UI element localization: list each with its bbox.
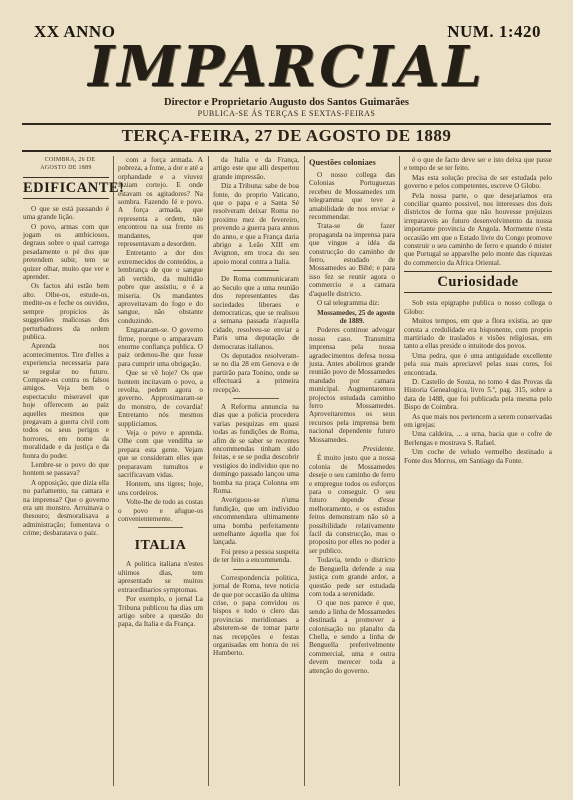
paragraph: O tal telegramma diz: (317, 299, 380, 308)
masthead-rule-top (22, 123, 551, 125)
telegram-signature: Presidente. (362, 445, 395, 453)
masthead-rule-bottom (22, 150, 551, 152)
column-2 (118, 156, 203, 786)
paragraph: Muitos tempos, em que a flora existia, ao que consta a credulidade era bisponente, com proprio martiriado de traslados e visões religiosas, em tanto a ellas preside o intuitode dos povos. (404, 317, 552, 351)
paragraph: Por exemplo, o jornal La Tribuna publicou ha dias um artigo sobre a questão do papa, da Italia e da França. (118, 595, 203, 629)
paragraph: Aprenda nos acontecimentos. Tire d'elles a experiencia necessaria para se regular no futuro. Compare-os contra os falsos amigos. Veja bem o espectaculo miseravel que hoje offerecem ao paiz aquelles mesmos que pregavam a guerra civil com todos os seus perigos e horrores, em nome da moralidade e da justiça e da honra do poder. (23, 342, 109, 460)
publication-schedule: PUBLICA-SE ÁS TERÇAS E SEXTAS-FEIRAS (197, 109, 376, 118)
paragraph: Entretanto a dor dos extremecidos de conteúdos, a lembrança de que o sangue ali vertido, da multidão pobre que assistiu, e é a miseria. Os mandantes aproveitavam do fogo e do sangue, não obstante conduzindo. (118, 249, 203, 325)
column-dateline: COIMBRA, 26 DE AGOSTO DE 1889 (40, 157, 96, 172)
paragraph-separator (233, 270, 279, 271)
article-title-questoes-coloniaes: Questões coloniaes (309, 158, 376, 167)
paragraph: com a força armada. A pobreza, a fome, a dor e até a orphandade e a viuvez faziam cortejo. E onde estavam os agitadores? Na sombra. Fazendo fé e povo. A força armada, que representa a ordem, não encontrou na sua frente os mandantes, que representavam a desordem. (118, 156, 203, 249)
paragraph: Volte-lhe de todo as costas o povo e afugue-os convenientemente. (118, 498, 203, 524)
paragraph: O que se está passando é uma grande lição. (23, 204, 109, 222)
column-4 (309, 156, 395, 786)
column-divider (113, 156, 114, 786)
paragraph: Sob esta epigraphe publica o nosso collega o Globo: (404, 299, 552, 316)
paragraph: Trata-se de fazer propaganda na imprensa para que vingue a idéa da construcção do caminho de ferro, estudado de Mossamedes ao Bihé; e para isso fez se reunir agora o commercio e a camara d'aquelle districto. (309, 222, 395, 298)
paragraph: As que mais nos pertencem a serem conservadas em igrejas: (404, 412, 552, 429)
paragraph: Mas esta solução precisa de ser estudada pelo governo e pelos competentes, escreve O Globo. (404, 173, 552, 191)
year-label: XX ANNO (34, 22, 116, 41)
paragraph: É muito justo que a nossa colonia de Mossamedes deseje o seu caminho de ferro e empregue todos os esforços para o conseguir. O seu futuro depende d'esse melhoramento, e os estudos feitos demonstram não só a possibilidade relativamente facil da construcção, mas o proposito por elles no poder a ser publico. (309, 454, 395, 555)
paragraph: Correspondencia politica, jornal de Roma, teve noticia de que por occasião da ultima crise, o papa convidou os bispos e todo o clero das provincias meridionaes a absterem-se de tomar parte nas recepções e festas organisadas em honra do rei Humberto. (213, 573, 299, 658)
paragraph: Pela nossa parte, o que desejariamos era conciliar quanto possivel, nos interesses dos dois districtos de forma que não houvesse prejuizos irreparaveis ao futuro desenvolvimento da nossa importante provincia de Angola. Mormente n'esta occasião em que o Estado livre do Congo promove construir o seu caminho de ferro e quando é mister que Portugal se apparelhe pelo monte das riquezas do commercio da Africa Oriental. (404, 191, 552, 267)
paragraph: Diz a Tribuna: sabe de boa fonte, do proprio Vaticano, que o papa e a Santa Sé resolveram deixar Roma no proximo mez de fevereiro, prevendo a guerra para annos do anno, e que a França daria abrigo a Leão XIII em Avignon, em troca do seu apoio moral contra a Italia. (213, 182, 299, 266)
issue-date: TERÇA-FEIRA, 27 DE AGOSTO DE 1889 (121, 126, 452, 145)
paragraph: O povo, armas com que jogam os ambiciosos, degraus sobre o qual carrega pesadamente o pé dos que pretendem subir, tem se quizer olhar, muito que ver e aprender. (23, 222, 109, 282)
paragraph: Averiguou-se n'uma fundição, que um individuo encommendara ultimamente uma bomba perfeitamente semelhante áquella que foi lançada. (213, 496, 299, 547)
paragraph: Hontem, uns tigres; hoje, uns cordeiros. (118, 480, 203, 497)
paragraph: da Italia e da França, artigo este que alli despertou grande impressão. (213, 156, 299, 181)
paragraph: Veja o povo e aprenda. Olhe com que vendilha se prepara esta gente. Vejam que se consideram elles que preparavam tumultos e sacrificavam vidas. (118, 429, 203, 480)
paragraph: D. Castello de Souza, no tomo 4 das Provas da Historia Genealogica, livro 5.º, pag. 315, sobre a data de 1488, que foi publicada pela mesma pelo Bispo de Coimbra. (404, 377, 552, 412)
article-title-italia: ITALIA (134, 538, 187, 554)
paragraph: é o que de facto deve ser e isto deixa que passe e tempo de se ter feito. (404, 156, 552, 173)
section-separator (138, 527, 183, 528)
paragraph: Todavia, tendo o districto de Benguella defende a sua justiça com grande ardor, a questão pede ser estudada com toda a serenidade. (309, 556, 395, 598)
telegram-dateline: Mossamedes, 25 de agosto de 1889. (317, 308, 395, 325)
article-title-curiosidade: Curiosidade (404, 271, 552, 293)
paragraph-separator (233, 398, 279, 399)
column-1 (23, 156, 125, 786)
paragraph: Os deputados resolveram-se no dia 28 em Genova e de partirão para Tonino, onde se effectuará a primeira recepção. (213, 351, 299, 394)
paragraph: Que se vê hoje? Os que hontem incitavam o povo, a revolta, pedem agora o governo. Approximaram-se do monstro, de covardia! Entretanto nós mesmos suppliciamos. (118, 369, 203, 428)
paragraph-separator (233, 569, 279, 570)
paragraph: A opposição, que dizia ella no parlamento, na camara e na imprensa? Que o governo era um monstro. Arruinava o thesouro; desmoralisava a administração; fomentava o crime; desbaratava o paiz. (23, 478, 109, 538)
column-divider (399, 156, 400, 786)
column-3 (213, 156, 299, 786)
paragraph: Foi preso a pessoa suspeita de ter feito a encommenda. (213, 547, 299, 565)
paragraph: De Roma communicaram ao Seculo que a uma reunião dos representantes das sociedades liberaes e democraticas, que se realisou a semana passada n'aquella cidade, resolveu-se enviar a Paris uma deputação de democratas italianos. (213, 275, 299, 351)
paragraph: Lembre-se o povo do que hontem se passava? (23, 461, 109, 478)
newspaper-title: IMPARCIAL (88, 34, 485, 100)
paragraph: Os factos ahi estão bem alto. Olhe-os, estude-os, medite-os e feche os ouvidos, sempre propicios ás suggestões malicosas dos perturbadores da ordem publica. (23, 282, 109, 341)
column-divider (304, 156, 305, 786)
paragraph: A Reforma annuncia na dias que a policia procedera varias pesquizas em quasi todas as fundições de Roma, afim de se saber se recentes encommendas tinham sido feitas, e se se podia descobrir vestigios do individuo que no domingo passado lançou uma bomba na praça Colonna em Roma. (213, 402, 299, 496)
paragraph: Uma caldeira, ... a urna, bacia que o cofre de Berlengas e mostrava S. Rafael. (404, 430, 552, 447)
column-5 (404, 156, 552, 786)
paragraph: Uma pedra, que é uma antiguidade excellente pela sua mais apreciavel pelas suas cores, foi encontrada. (404, 351, 552, 377)
telegram-text: Poderes continue advogar nosso caso. Transmitta imprensa pela nossa agradecimentos defesa nossa justa. Antes abolimos grande reunião povo de Mossamedes mandado por camara municipal. Augmentaremos projectos estudada caminho ferro Mossamedes. Aproveitaremos os seus recursos pela imprensa bem nacional dependente futuro Mossamedes. (309, 326, 395, 444)
director-line: Director e Proprietario Augusto dos Santos Guimarães (164, 97, 409, 108)
paragraph: O nosso collega das Colonias Portuguezas recebeu de Mossamedes um telegramma que teve a amabilidade de nos enviar e recommendar. (309, 171, 395, 222)
paragraph: Enganaram-se. O governo firme, porque o amparavam enorme confiança publica. O paiz ordenou-lhe que fosse para cumprir uma obrigação. (118, 326, 203, 368)
issue-number: NUM. 1:420 (447, 22, 541, 41)
column-divider (208, 156, 209, 786)
paragraph: A politica italiana n'estes ultimos dias, tem apresentado se muitos extraordinarios symptomas. (118, 560, 203, 594)
paragraph: O que nos parece é que, sendo a linha de Mossamedes destinada a promover a colonisação no planalto da Chella, e sendo a linha de Benguella preferivelmente commercial, uma e outra devem merecer toda a attenção do governo. (309, 599, 395, 675)
article-title-edificante: EDIFICANTE! (23, 177, 109, 199)
paragraph: Um coche de veludo vermelho destinado a Fonte dos Morros, em Santiago da Fonte. (404, 448, 552, 465)
